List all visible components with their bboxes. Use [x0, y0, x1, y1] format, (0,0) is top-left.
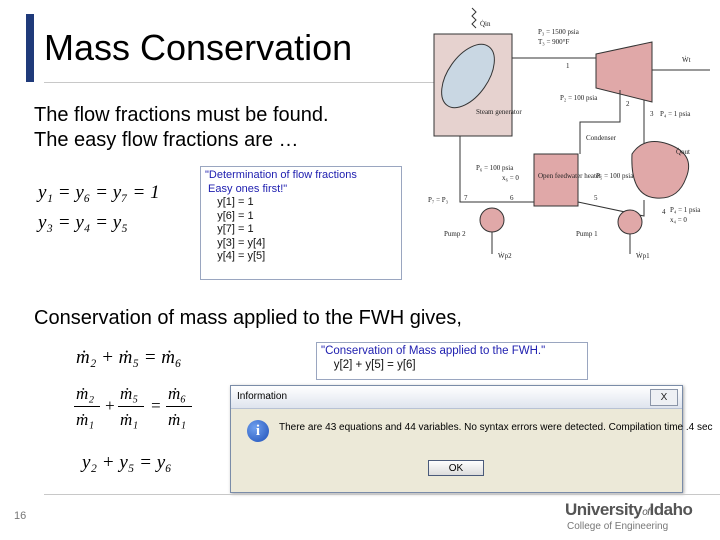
ees-code-line: y[4] = y[5]	[205, 250, 266, 262]
body-text-line-3: Conservation of mass applied to the FWH gives,	[34, 307, 462, 329]
information-dialog	[230, 385, 713, 493]
feedwater-heater	[534, 154, 578, 206]
logo-word-university: University	[565, 500, 643, 519]
wp1-label: Ẇp1	[636, 252, 650, 260]
q-out-label: Q̇out	[676, 148, 690, 156]
pump-1	[618, 210, 642, 234]
turbine	[596, 42, 652, 102]
logo-word-of: of	[642, 507, 650, 518]
equation-fwh-fractions: y₂ + y₅ = y₆	[82, 452, 172, 473]
pump-2	[480, 208, 504, 232]
fraction-denominator: ṁ₁	[168, 410, 187, 429]
state-2: 2	[626, 100, 630, 108]
ees-code-line: y[2] + y[5] = y[6]	[321, 358, 416, 371]
fraction-numerator: ṁ₆	[168, 384, 187, 403]
p5-label: P₅ = 100 psia	[596, 172, 634, 180]
fraction-numerator: ṁ₅	[120, 384, 139, 403]
university-logo	[565, 500, 692, 520]
ees-code-line: y[3] = y[4]	[205, 236, 266, 249]
p4-label: P₄ = 1 psia	[660, 110, 691, 118]
p7-label: P₇ = P₃	[428, 196, 449, 204]
equals-sign: =	[150, 396, 162, 415]
rankine-cycle-diagram	[420, 4, 720, 266]
p3-label: P₃ = 1500 psia	[538, 28, 579, 36]
p4b-label: P₄ = 1 psia	[670, 206, 701, 214]
body-text-line-2: The easy flow fractions are …	[34, 129, 299, 151]
ees-code-line: Easy ones first!"	[205, 182, 288, 195]
state-4: 4	[662, 208, 666, 216]
info-icon: i	[247, 420, 269, 442]
condenser-label: Condenser	[586, 134, 616, 142]
equation-mass-fractions	[70, 384, 200, 440]
t3-label: T₃ = 900°F	[538, 38, 570, 46]
fraction-denominator: ṁ₁	[120, 410, 139, 429]
ees-code-line: y[1] = 1	[205, 196, 254, 208]
ees-code-box-flow-fractions	[200, 166, 402, 280]
fraction-line	[74, 406, 100, 407]
equation-flow-fractions-2: y₃ = y₄ = y₅	[38, 212, 128, 233]
pump-2-label: Pump 2	[444, 230, 466, 238]
steam-generator-label: Steam generator	[476, 108, 522, 116]
title-rule	[44, 82, 436, 83]
work-turbine-label: Ẇt	[682, 56, 691, 64]
heat-in-arrow	[472, 8, 476, 28]
p2-label: P₂ = 100 psia	[560, 94, 598, 102]
x4-label: x₄ = 0	[670, 216, 687, 224]
x6-label: x₆ = 0	[502, 174, 519, 182]
equation-mass-balance: ṁ₂ + ṁ₅ = ṁ₆	[76, 347, 182, 368]
q-in-label: Q̇in	[480, 20, 491, 28]
body-text-line-1: The flow fractions must be found.	[34, 104, 329, 126]
ees-code-box-fwh	[316, 342, 588, 380]
state-1: 1	[566, 62, 570, 70]
fwh-label: Open feedwater heater	[538, 172, 602, 180]
state-3: 3	[650, 110, 654, 118]
title-accent-bar	[26, 14, 34, 82]
logo-word-idaho: Idaho	[649, 500, 693, 519]
close-button[interactable]: X	[650, 389, 678, 406]
p6-label: P₆ = 100 psia	[476, 164, 514, 172]
footer-rule	[44, 494, 720, 495]
dialog-message: There are 43 equations and 44 variables. No syntax errors were detected. Compilation time .4 sec	[279, 422, 713, 433]
fraction-denominator: ṁ₁	[76, 410, 95, 429]
equation-flow-fractions-1: y₁ = y₆ = y₇ = 1	[38, 182, 160, 203]
state-7: 7	[464, 194, 468, 202]
wp2-label: Ẇp2	[498, 252, 512, 260]
dialog-title: Information	[231, 386, 682, 409]
state-6: 6	[510, 194, 514, 202]
page-number: 16	[14, 510, 27, 522]
pump-1-label: Pump 1	[576, 230, 598, 238]
ees-code-line: "Conservation of Mass applied to the FWH."	[321, 345, 546, 357]
ees-code-line: "Determination of flow fractions	[205, 169, 357, 181]
fraction-numerator: ṁ₂	[76, 384, 95, 403]
plus-sign: +	[104, 396, 116, 415]
ees-code-line: y[6] = 1	[205, 209, 254, 222]
college-label: College of Engineering	[567, 521, 669, 532]
fraction-line	[118, 406, 144, 407]
state-5: 5	[594, 194, 598, 202]
ok-button[interactable]: OK	[428, 460, 484, 476]
ees-code-line: y[7] = 1	[205, 223, 254, 235]
fraction-line	[166, 406, 192, 407]
slide-title: Mass Conservation	[44, 27, 353, 68]
